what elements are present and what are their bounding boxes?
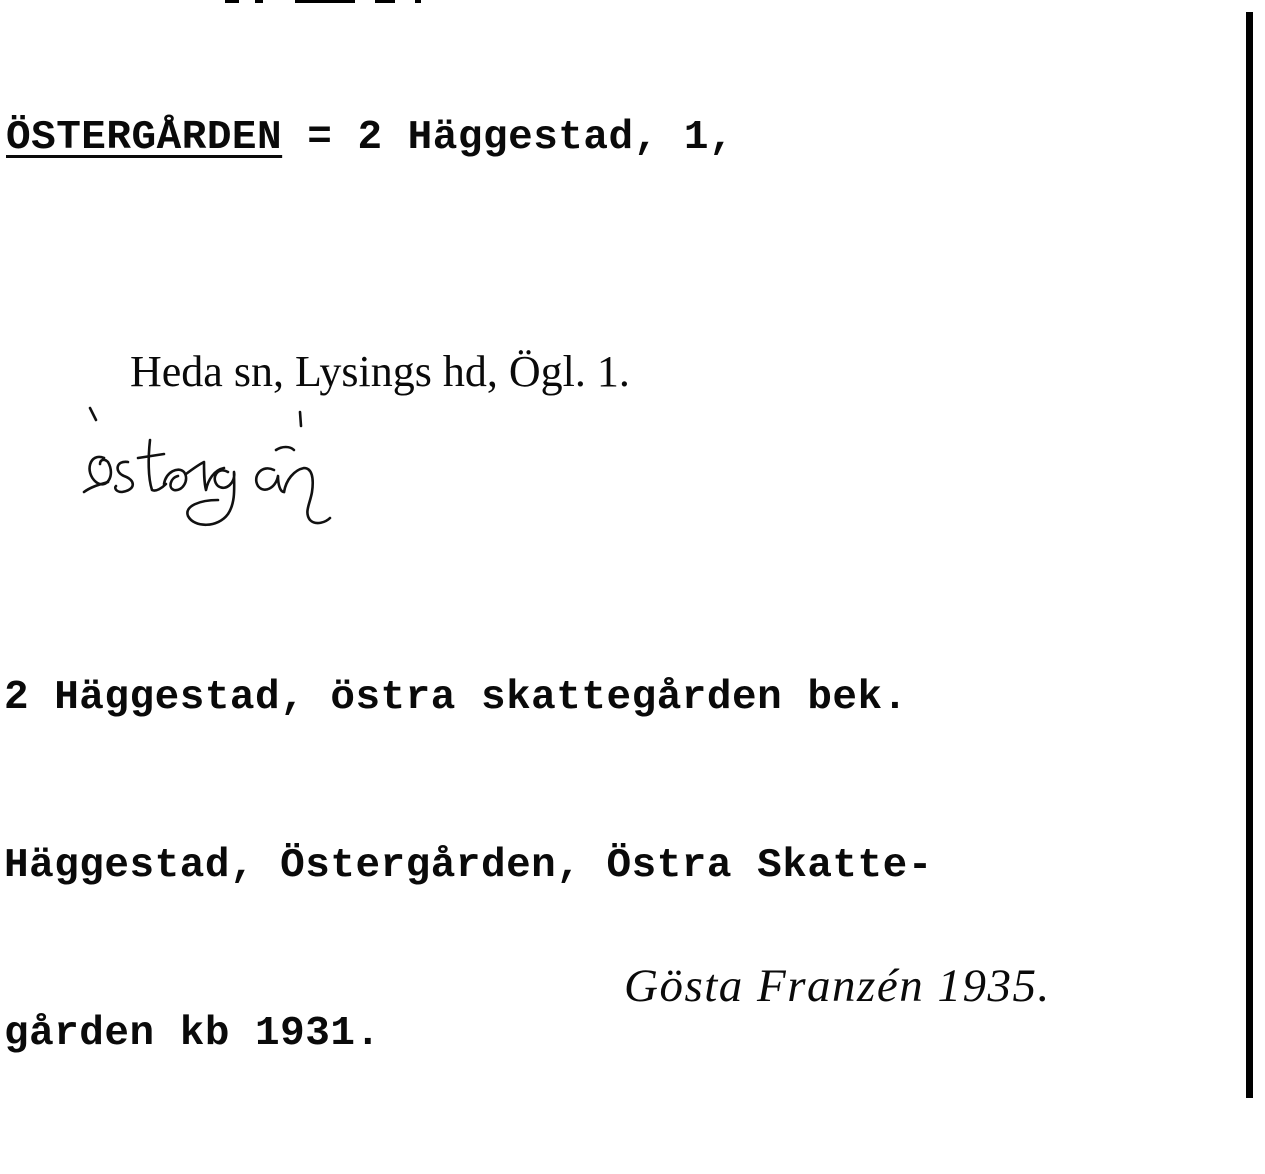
- card-edge-line: [1246, 12, 1253, 1098]
- headword-reference: = 2 Häggestad, 1,: [282, 115, 735, 161]
- body-line: 2 Häggestad, östra skattegården bek.: [4, 675, 908, 721]
- body-text: [4, 558, 933, 1174]
- body-line: Häggestad, Östergården, Östra Skatte-: [4, 843, 933, 889]
- body-line: gården kb 1931.: [4, 1011, 381, 1057]
- headword: ÖSTERGÅRDEN: [6, 115, 283, 161]
- scan-edge-marks: [225, 0, 425, 4]
- handwritten-pronunciation: [78, 402, 378, 532]
- location-line: Heda sn, Lysings hd, Ögl. 1.: [130, 347, 630, 396]
- headword-line: [6, 108, 734, 168]
- signature: Gösta Franzén 1935.: [624, 960, 1051, 1012]
